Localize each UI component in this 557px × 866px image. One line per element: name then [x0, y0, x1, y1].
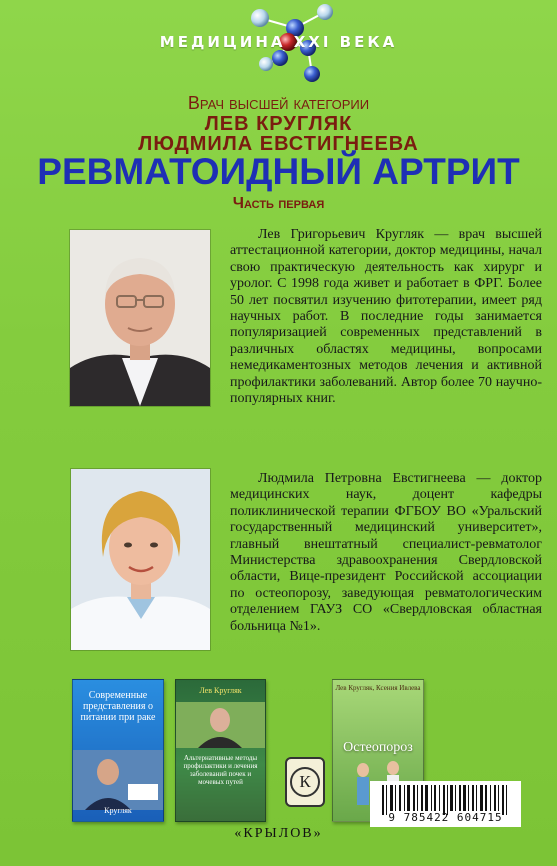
book-thumbnail-image: [73, 750, 163, 810]
bio-evstigneeva: Людмила Петровна Евстигнеева — доктор медицинских наук, доцент кафедры поликлинической терапии ФГБОУ ВО «Уральский государственный медицинский университет», главный внештатный специалист-ревматолог Министерства здравоохранения Свердловской области, Вице-президент Российской ассоциации по остеопорозу, заведующая ревматологическим отделением ГАУЗ СО «Свердловская областная больница №1».: [230, 471, 542, 634]
author-photo-evstigneeva: [70, 468, 211, 651]
book-thumbnail-title: Современные представления о питании при раке: [80, 690, 156, 723]
book-thumbnail-2: [175, 679, 266, 822]
book-thumbnail-author: Лев Кругляк, Ксения Ивлева: [335, 684, 421, 692]
book-subtitle: Часть первая: [232, 195, 325, 212]
book-thumbnail-title: Остеопороз: [343, 740, 413, 755]
publisher-logo: [285, 757, 325, 807]
book-title: РЕВМАТОИДНЫЙ АРТРИТ: [37, 151, 520, 192]
book-thumbnail-author: Лев Кругляк: [199, 686, 242, 695]
publisher-logo-letter: К: [290, 767, 320, 797]
author-photo-kruglyak: [69, 229, 211, 407]
bio-kruglyak: Лев Григорьевич Кругляк — врач высшей аттестационной категории, доктор медицины, начал свою практическую деятельность как хирург и уролог. С 1998 года живет и работает в ФРГ. Более 50 лет посвятил изучению фитотерапии, имеет ряд научных работ. В последние годы занимается популяризацией современных представлений в различных областях медицины, вопросами немедикаментозных методов лечения и активной профилактики заболеваний. Автор более 70 научно-популярных книг.: [230, 227, 542, 407]
book-thumbnail-author: Кругляк: [104, 806, 132, 815]
book-thumbnail-1: [72, 679, 164, 822]
isbn-number: 9 785422 604715: [388, 811, 503, 824]
author-credential: Врач высшей категории: [187, 93, 370, 113]
author-name-1: ЛЕВ КРУГЛЯК: [204, 113, 353, 135]
publisher-name: «КРЫЛОВ»: [234, 826, 323, 841]
author-name-2: ЛЮДМИЛА ЕВСТИГНЕЕВА: [138, 133, 419, 155]
book-thumbnail-title: Альтернативные методы профилактики и лечения заболеваний почек и мочевых путей: [183, 754, 258, 786]
series-title: МЕДИЦИНА XXI ВЕКА: [159, 33, 398, 51]
book-thumbnail-image: [176, 702, 265, 748]
